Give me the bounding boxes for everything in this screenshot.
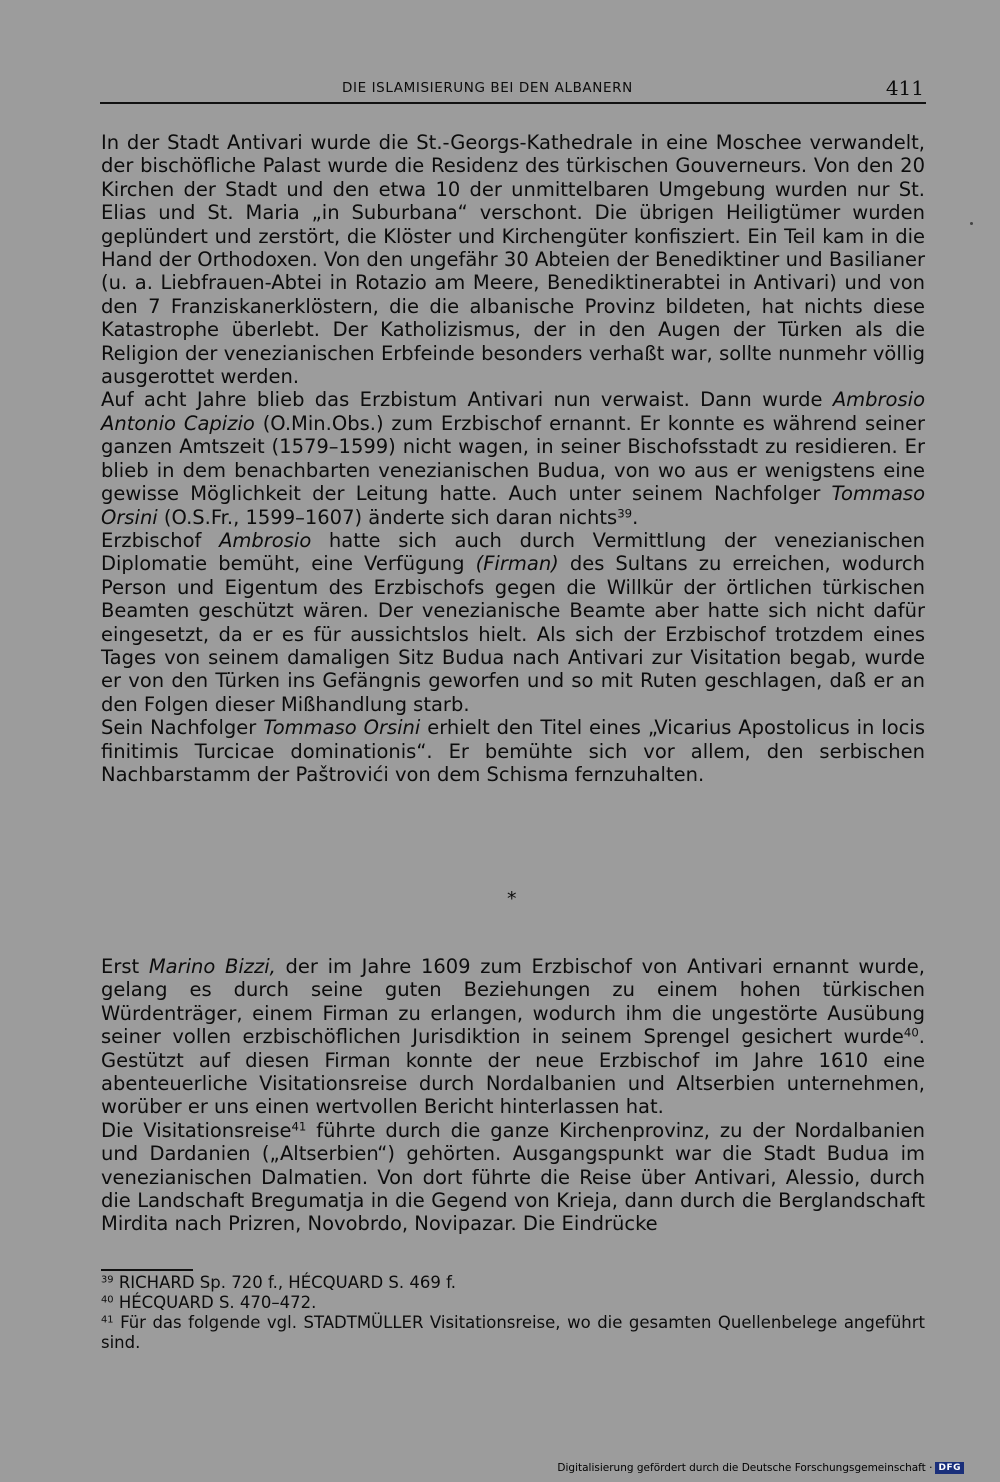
person-name: Ambrosio <box>219 528 312 552</box>
section-separator: * <box>507 888 517 910</box>
person-name: Tommaso Orsini <box>101 482 925 529</box>
footnote-number: 39 <box>101 1274 114 1286</box>
footnote-ref[interactable]: 39 <box>617 506 633 521</box>
footer-text: Digitalisierung gefördert durch die Deutsche Forschungsgemeinschaft · <box>557 1462 933 1474</box>
footnote-ref[interactable]: 40 <box>903 1025 919 1040</box>
running-title: DIE ISLAMISIERUNG BEI DEN ALBANERN <box>342 80 633 96</box>
text-block-upper <box>101 131 925 786</box>
header-rule <box>100 102 926 104</box>
paragraph: Die Visitationsreise$^{41}$ führte durch die ganze Kirchenprovinz, zu der Nordalbanien und Dardanien („Altserbien“) gehörten. Ausgangspunkt war die Stadt Budua im venezianischen Dalmatien. Von dort führte die Reise über Antivari, Alessio, durch die Landschaft Bregumatja in die Gegend von Krieja, dann durch die Berglandschaft Mirdita nach Prizren, Novobrdo, Novipazar. Die Eindrücke <box>101 1118 925 1236</box>
footnote-ref[interactable]: 41 <box>291 1119 307 1134</box>
paragraph: Sein Nachfolger Tommaso Orsini erhielt den Titel eines „Vicarius Apostolicus in locis finitimis Turcicae dominationis“. Er bemühte sich vor allem, den serbischen Nachbarstamm der Paštrovići von dem Schisma fernzuhalten. <box>101 716 925 786</box>
person-name: Ambrosio Antonio Capizio <box>101 388 925 435</box>
paragraph: Erzbischof Ambrosio hatte sich auch durch Vermittlung der venezianischen Diplomatie bemüht, eine Verfügung (Firman) des Sultans zu erreichen, wodurch Person und Eigentum des Erzbischofs gegen die Willkür der örtlichen türkischen Beamten geschützt wären. Der venezianische Beamte aber hatte sich nicht dafür eingesetzt, da er es für aussichtslos hielt. Als sich der Erzbischof trotzdem eines Tages von seinem damaligen Sitz Budua nach Antivari zur Visitation begab, wurde er von den Türken ins Gefängnis geworfen und so mit Ruten geschlagen, daß er an den Folgen dieser Mißhandlung starb. <box>101 528 926 716</box>
paragraph: Erst Marino Bizzi, der im Jahre 1609 zum Erzbischof von Antivari ernannt wurde, gelang es durch seine guten Beziehungen zu einem hohen türkischen Würdenträger, einem Firman zu erlangen, wodurch ihm die ungestörte Ausübung seiner vollen erzbischöflichen Jurisdiktion in seinem Sprengel gesichert wurde$^{40}$. Gestützt auf diesen Firman konnte der neue Erzbischof im Jahre 1610 eine abenteuerliche Visitationsreise durch Nordalbanien und Altserbien unternehmen, worüber er uns einen wertvollen Bericht hinterlassen hat. <box>101 955 925 1119</box>
text-block-lower <box>101 955 925 1236</box>
footnote <box>101 1273 925 1293</box>
footnote <box>101 1293 925 1313</box>
footnote-text: RICHARD Sp. 720 f., HÉCQUARD S. 469 f. <box>113 1273 456 1292</box>
footnote <box>101 1313 925 1353</box>
footnote-text: Für das folgende vgl. STADTMÜLLER Visitationsreise, wo die gesamten Quellenbelege angeführt sind. <box>101 1313 925 1352</box>
paragraph: Auf acht Jahre blieb das Erzbistum Antivari nun verwaist. Dann wurde Ambrosio Antonio Capizio (O.Min.Obs.) zum Erzbischof ernannt. Er konnte es während seiner ganzen Amtszeit (1579–1599) nicht wagen, in seiner Bischofsstadt zu residieren. Er blieb in dem benachbarten venezianischen Budua, von wo aus er wenigstens eine gewisse Möglichkeit der Leitung hatte. Auch unter seinem Nachfolger Tommaso Orsini (O.S.Fr., 1599–1607) änderte sich daran nichts$^{39}$. <box>101 388 926 529</box>
footnotes <box>101 1273 925 1353</box>
scan-speck <box>970 222 973 225</box>
person-name: Tommaso Orsini <box>263 716 421 740</box>
paragraph: In der Stadt Antivari wurde die St.-Georgs-Kathedrale in eine Moschee verwandelt, der bischöfliche Palast wurde die Residenz des türkischen Gouverneurs. Von den 20 Kirchen der Stadt und den etwa 10 der unmittelbaren Umgebung wurden nur St. Elias und St. Maria „in Suburbana“ verschont. Die übrigen Heiligtümer wurden geplündert und zerstört, die Klöster und Kirchengüter konfisziert. Ein Teil kam in die Hand der Orthodoxen. Von den ungefähr 30 Abteien der Benediktiner und Basilianer (u. a. Liebfrauen-Abtei in Rotazio am Meere, Benediktinerabtei in Antivari) und von den 7 Franziskanerklöstern, die die albanische Provinz bildeten, hat nichts diese Katastrophe überlebt. Der Katholizismus, der in den Augen der Türken als die Religion der venezianischen Erbfeinde besonders verhaßt war, sollte nunmehr völlig ausgerottet werden. <box>101 131 925 389</box>
term: (Firman) <box>475 552 559 576</box>
page-number: 411 <box>885 76 924 100</box>
digitization-footer <box>557 1462 964 1474</box>
running-head <box>100 76 926 102</box>
footnote-number: 40 <box>101 1294 114 1306</box>
footnote-text: HÉCQUARD S. 470–472. <box>113 1293 317 1312</box>
person-name: Marino Bizzi, <box>148 955 276 978</box>
footnote-number: 41 <box>101 1314 114 1326</box>
footnote-rule <box>101 1269 193 1271</box>
dfg-logo: DFG <box>935 1462 964 1474</box>
